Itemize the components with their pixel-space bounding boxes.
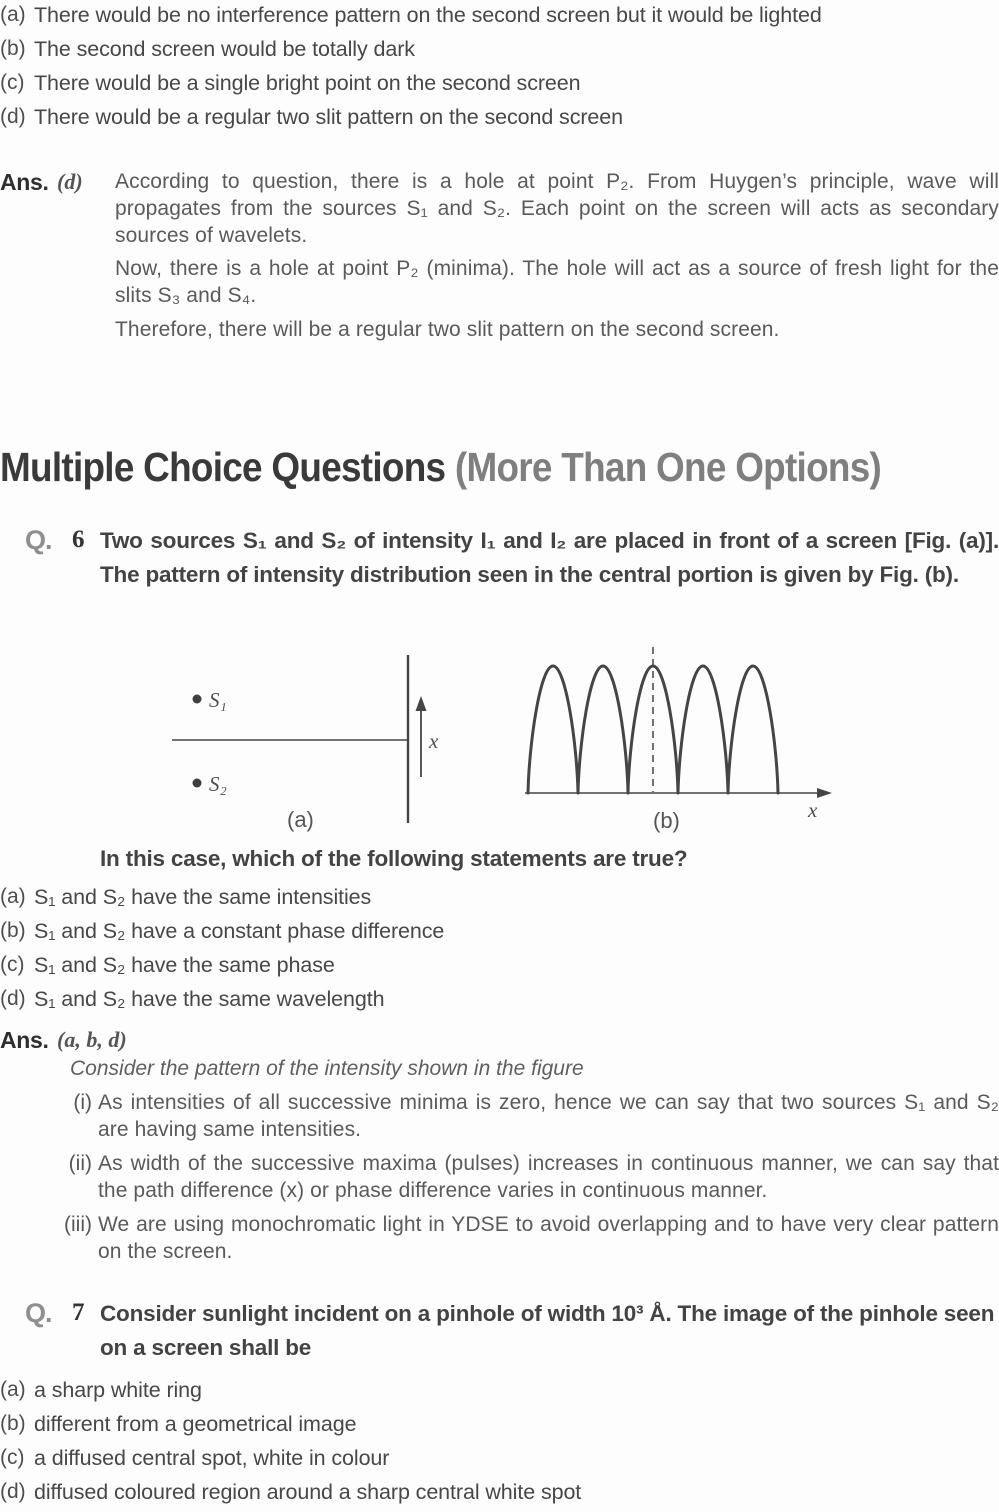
section-heading-main: Multiple Choice Questions [0, 444, 455, 490]
answer-label: Ans. [0, 1027, 49, 1053]
panel-a-axis-label: x [429, 729, 439, 753]
option-label: (b) [0, 1412, 26, 1435]
option-row [0, 951, 881, 979]
question-text: Consider sunlight incident on a pinhole of width 10³ Å. The image of the pinhole seen on a screen shall be [100, 1301, 995, 1360]
previous-question-options [0, 1, 881, 137]
option-text: S₁ and S₂ have the same phase [34, 953, 335, 977]
option-row [0, 1, 881, 29]
option-text: There would be no interference pattern on the second screen but it would be lighted [34, 3, 822, 27]
point-row [58, 1150, 999, 1204]
point-text: As intensities of all successive minima is zero, hence we can say that two sources S₁ and S₂ are having same intensities. [98, 1091, 999, 1141]
question-6 [25, 524, 999, 592]
question-number: 7 [72, 1299, 85, 1326]
point-label: (i) [73, 1091, 92, 1114]
answer-letters: (d) [57, 169, 83, 194]
option-text: S₁ and S₂ have the same intensities [34, 885, 372, 909]
answer-body [115, 168, 999, 343]
question-6-prompt: In this case, which of the following statements are true? [100, 846, 688, 871]
question-text: Two sources S₁ and S₂ of intensity I₁ and I₂ are placed in front of a screen [Fig. (a)]. The pattern of intensity distribution seen in the central portion is given by Fig. (b). [100, 528, 999, 587]
option-text: different from a geometrical image [34, 1412, 357, 1436]
point-label: (iii) [64, 1213, 92, 1236]
option-row [0, 1478, 881, 1506]
option-text: There would be a single bright point on the second screen [34, 71, 581, 95]
answer-head [0, 1026, 999, 1054]
question-q-icon: Q. [25, 525, 52, 555]
option-row [0, 883, 881, 911]
source-s2-dot [193, 779, 202, 788]
source-s1-label: S₁ [209, 688, 227, 712]
point-row [58, 1089, 999, 1143]
panel-a-caption: (a) [287, 807, 314, 832]
answer-block-q5 [0, 168, 999, 343]
option-row [0, 985, 881, 1013]
x-direction-arrowhead [416, 696, 427, 711]
option-label: (a) [0, 3, 26, 26]
option-label: (b) [0, 37, 26, 60]
option-text: There would be a regular two slit pattern on the second screen [34, 105, 623, 129]
option-label: (c) [0, 953, 25, 976]
explanation-paragraph: Therefore, there will be a regular two slit pattern on the second screen. [115, 318, 780, 341]
option-row [0, 1410, 881, 1438]
option-text: a diffused central spot, white in colour [34, 1446, 390, 1470]
point-text: We are using monochromatic light in YDSE to avoid overlapping and to have very clear pattern on the screen. [98, 1213, 999, 1263]
panel-b-axis-label: x [808, 798, 818, 822]
section-heading [0, 444, 881, 491]
answer-block-q6 [0, 1026, 999, 1272]
point-label: (ii) [68, 1152, 92, 1175]
option-label: (b) [0, 919, 26, 942]
option-text: S₁ and S₂ have the same wavelength [34, 987, 385, 1011]
point-text: As width of the successive maxima (pulses) increases in continuous manner, we can say that the path difference (x) or phase difference varies in continuous manner. [98, 1152, 999, 1202]
option-row [0, 35, 881, 63]
option-text: The second screen would be totally dark [34, 37, 415, 61]
option-text: a sharp white ring [34, 1378, 202, 1402]
option-row [0, 103, 881, 131]
explanation-paragraph: Now, there is a hole at point P₂ (minima). The hole will act as a source of fresh light for the slits S₃ and S₄. [115, 257, 999, 307]
answer-head [0, 168, 999, 343]
section-heading-sub: (More Than One Options) [454, 444, 882, 490]
option-label: (c) [0, 1446, 25, 1469]
option-label: (d) [0, 105, 26, 128]
source-s1-dot [193, 695, 202, 704]
x-axis-arrowhead [817, 788, 832, 798]
option-row [0, 1444, 881, 1472]
option-label: (a) [0, 885, 26, 908]
option-label: (a) [0, 1378, 26, 1401]
option-label: (d) [0, 987, 26, 1010]
point-row [58, 1211, 999, 1265]
question-6-options [0, 883, 881, 1019]
figure-q6 [0, 643, 999, 843]
answer-note: Consider the pattern of the intensity shown in the figure [70, 1057, 584, 1080]
option-row [0, 69, 881, 97]
source-s2-label: S₂ [209, 772, 227, 796]
explanation-points [58, 1089, 999, 1265]
answer-letters: (a, b, d) [57, 1027, 127, 1052]
question-number: 6 [72, 526, 85, 553]
option-text: S₁ and S₂ have a constant phase difference [34, 919, 445, 943]
question-q-icon: Q. [25, 1298, 52, 1328]
option-row [0, 1376, 881, 1404]
answer-label: Ans. [0, 169, 49, 195]
explanation-paragraph: According to question, there is a hole at point P₂. From Huygen’s principle, wave will propagates from the sources S₁ and S₂. Each point on the screen will acts as secondary sources of wavelets. [115, 170, 999, 247]
option-row [0, 917, 881, 945]
question-7-options [0, 1376, 881, 1512]
option-text: diffused coloured region around a sharp central white spot [34, 1480, 582, 1504]
question-7 [25, 1297, 999, 1365]
panel-b-caption: (b) [653, 808, 680, 833]
option-label: (c) [0, 71, 25, 94]
option-label: (d) [0, 1480, 26, 1503]
